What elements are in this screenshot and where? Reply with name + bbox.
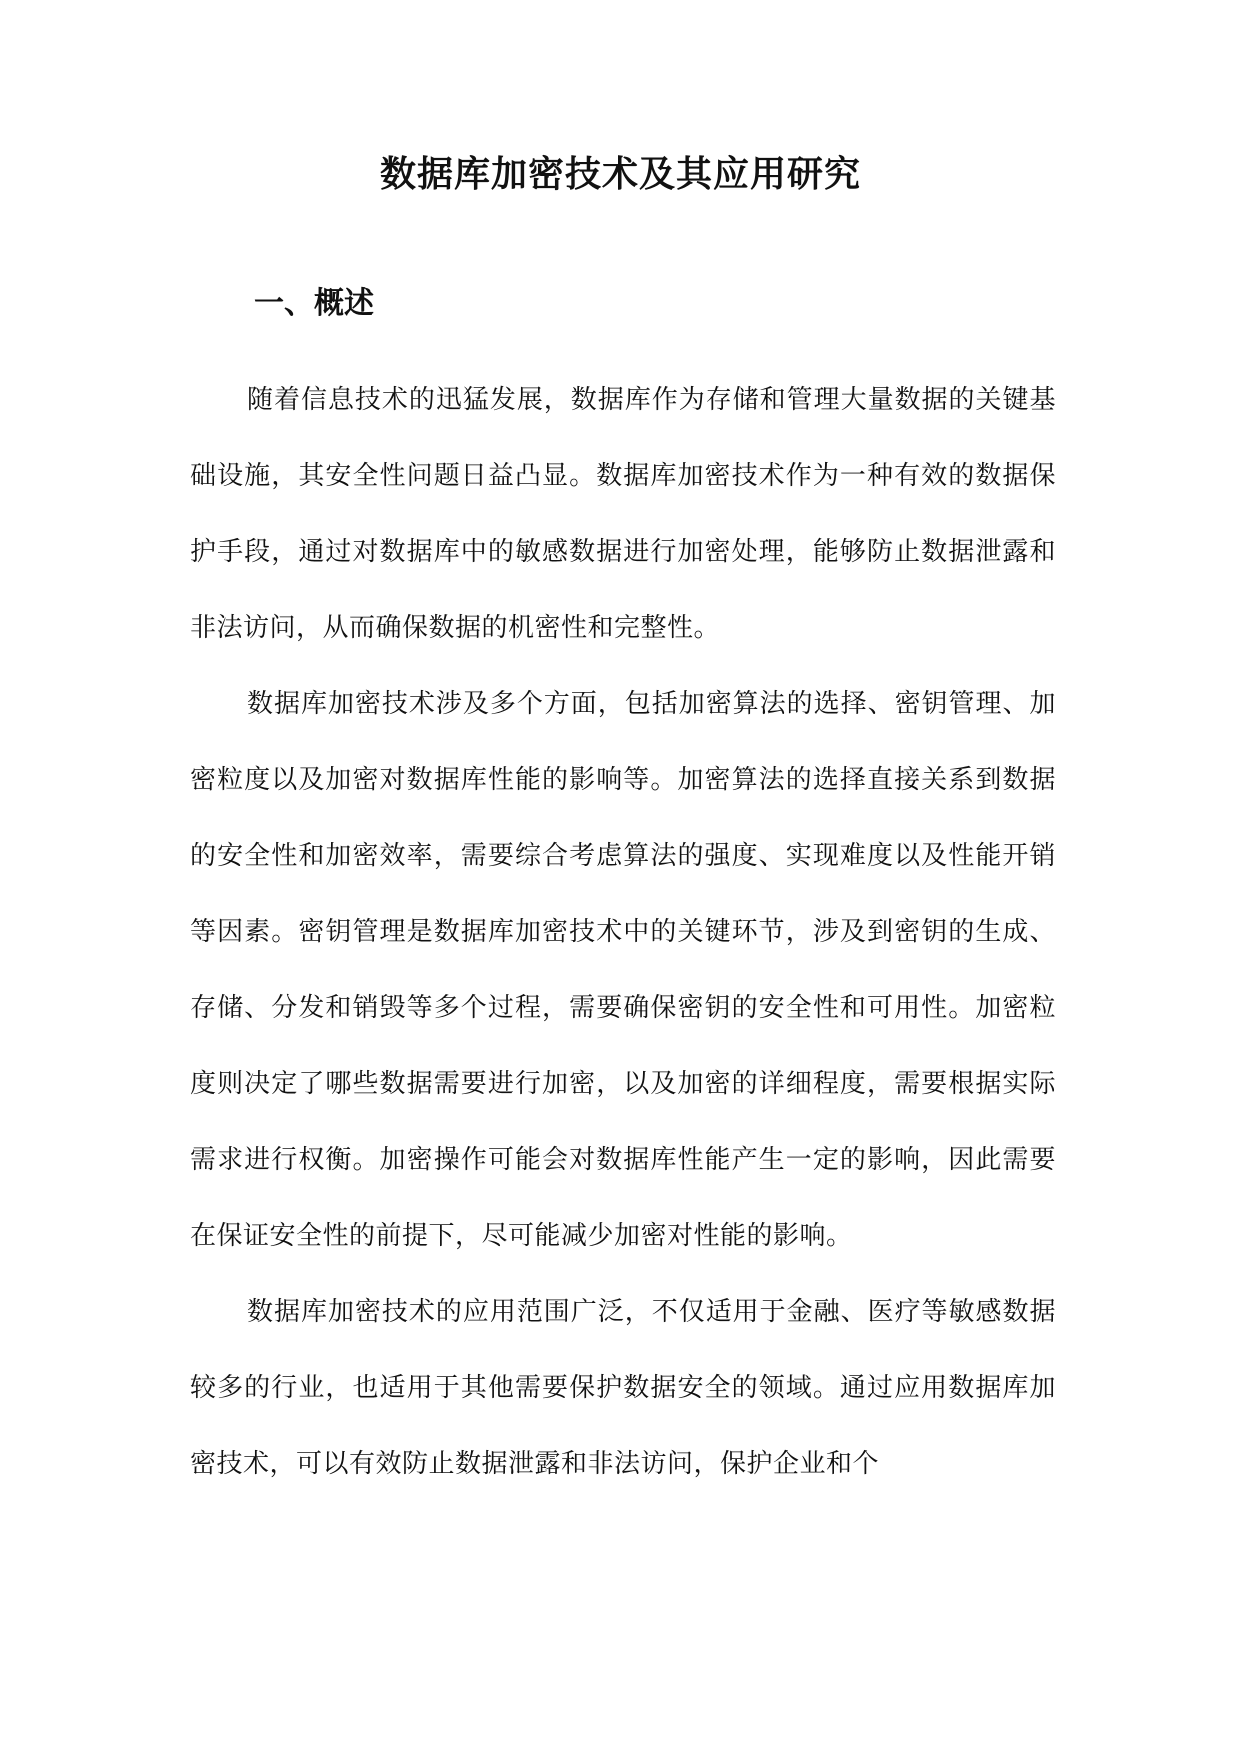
paragraph: 数据库加密技术的应用范围广泛，不仅适用于金融、医疗等敏感数据较多的行业，也适用于其他需要保护数据安全的领域。通过应用数据库加密技术，可以有效防止数据泄露和非法访问，保护企业和个 bbox=[190, 1297, 1056, 1479]
body-text bbox=[190, 362, 1056, 1502]
document-title: 数据库加密技术及其应用研究 bbox=[379, 153, 861, 195]
paragraph: 数据库加密技术涉及多个方面，包括加密算法的选择、密钥管理、加密粒度以及加密对数据库性能的影响等。加密算法的选择直接关系到数据的安全性和加密效率，需要综合考虑算法的强度、实现难度以及性能开销等因素。密钥管理是数据库加密技术中的关键环节，涉及到密钥的生成、存储、分发和销毁等多个过程，需要确保密钥的安全性和可用性。加密粒度则决定了哪些数据需要进行加密，以及加密的详细程度，需要根据实际需求进行权衡。加密操作可能会对数据库性能产生一定的影响，因此需要在保证安全性的前提下，尽可能减少加密对性能的影响。 bbox=[190, 689, 1056, 1251]
section-heading: 一、概述 bbox=[254, 286, 374, 321]
paragraph: 随着信息技术的迅猛发展，数据库作为存储和管理大量数据的关键基础设施，其安全性问题日益凸显。数据库加密技术作为一种有效的数据保护手段，通过对数据库中的敏感数据进行加密处理，能够防止数据泄露和非法访问，从而确保数据的机密性和完整性。 bbox=[190, 385, 1056, 643]
